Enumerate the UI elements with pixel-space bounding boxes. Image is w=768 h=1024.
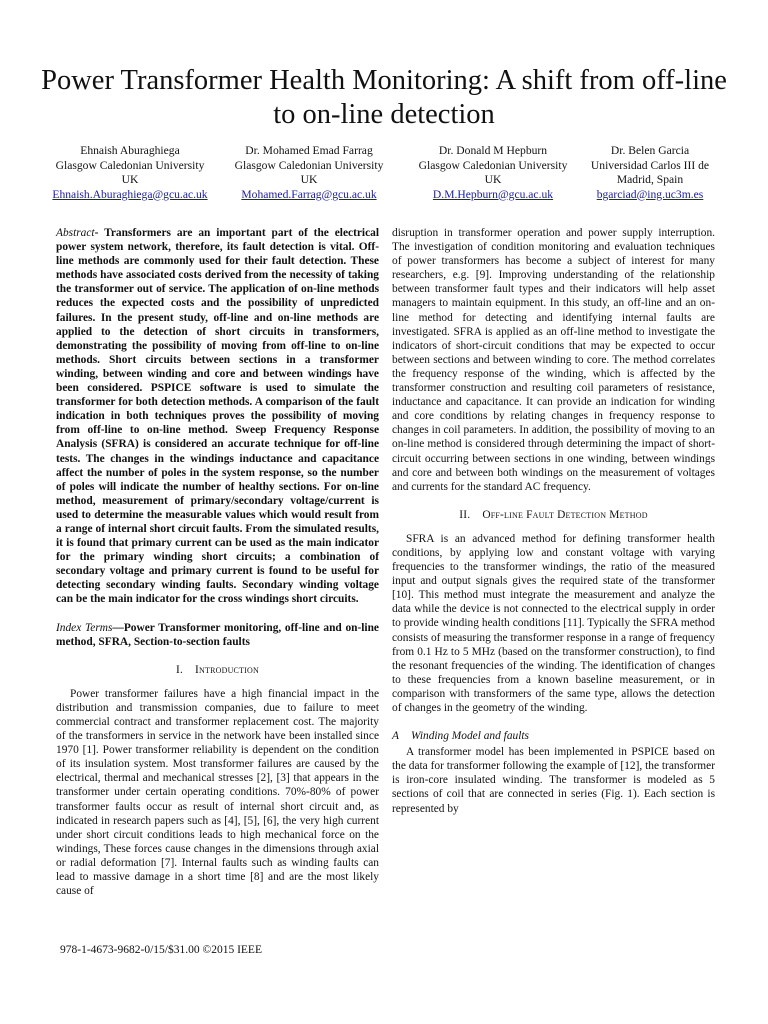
paragraph-sfra: SFRA is an advanced method for defining transformer health conditions, by applying low and constant voltage with varying frequencies to the transformer windings, the ratio of the measured input and output signals gives the required state of the transformer [10]. This method must integrate the measurement and analyze the data while the device is not connected to the electrical supply in order to provide winding health conditions [11]. Typically the SFRA method consists of measuring the transformer response in a range of frequency from 0.1 Hz to 5 MHz (based on the transformer construction), to find the resonant frequencies of the winding. The identification of changes to these frequencies from a known baseline measurement, or in comparison with transformers of the same type, allows the detection of changes in the geometry of the winding. bbox=[392, 532, 715, 714]
abstract-text: - Transformers are an important part of the electrical power system network, therefore, its fault detection is vital. Off-line methods are commonly used for their fault detection. These methods have associated costs derived from the necessity of taking the transformer out of service. The application of on-line methods reduces the expected costs and the possibility of unpredicted failures. In the present study, off-line and on-line methods are applied to the detection of short circuits in transformers, demonstrating the possibility of moving from off-line to on-line methods. Short circuits between sections in a transformer winding, between winding and core and between windings have been considered. PSPICE software is used to simulate the transformer for both detection methods. A comparison of the fault indication in both techniques proves the possibility of moving from off-line to on-line method. Sweep Frequency Response Analysis (SFRA) is considered an accurate technique for off-line tests. The changes in the windings inductance and capacitance affect the number of poles in the system response, so the number of poles will indicate the number of healthy sections. For on-line method, measurement of primary/secondary voltage/current is used to determine the measurable values which would result from a range of internal short circuit faults. From the simulated results, it is found that primary current can be used as the main indicator for the primary winding short circuits; a combination of secondary voltage and primary current is found to be useful for detecting secondary winding faults. Secondary winding voltage can be the main indicator for the cross windings short circuits. bbox=[56, 227, 379, 606]
author-email-link[interactable]: Ehnaish.Aburaghiega@gcu.ac.uk bbox=[52, 187, 208, 201]
paragraph-intro-continued: disruption in transformer operation and power supply interruption. The investigation of condition monitoring and evaluation techniques of power transformers has become a subject of interest for many researchers, e.g. [9]. Improving understanding of the relationship between transformer fault types and their indicators will help asset managers to maintain equipment. In this study, an off-line and an on-line method for detecting and identifying internal faults are investigated. SFRA is applied as an off-line method to investigate the indicators of short-circuit conditions that may be expected to occur between sections and between winding to core. The method correlates the frequency response of the winding, which is affected by the transformer construction and resulting coil parameters of resistance, inductance and capacitance. It can provide an indication for winding and core conditions by relating changes in frequency response to changes in coil parameters. In addition, the possibility of moving to an on-line method is considered through determining the impact of short-circuit occurring between sections in one winding, between windings and core and between both windings on the measurement of voltages and currents for the standard AC frequency. bbox=[392, 227, 715, 493]
paper-title: Power Transformer Health Monitoring: A shift from off-line to on-line detection bbox=[41, 65, 727, 130]
author-3 bbox=[408, 144, 578, 202]
index-terms bbox=[56, 621, 379, 649]
author-affiliation: Glasgow Caledonian University bbox=[234, 158, 384, 172]
author-email-link[interactable]: Mohamed.Farrag@gcu.ac.uk bbox=[241, 187, 377, 201]
section-heading-offline bbox=[392, 508, 715, 522]
subsection-title: Winding Model and faults bbox=[410, 730, 529, 743]
subsection-heading-winding-model bbox=[392, 729, 715, 743]
author-name: Dr. Mohamed Emad Farrag bbox=[245, 144, 373, 157]
author-country: UK bbox=[121, 173, 139, 186]
author-block bbox=[50, 144, 718, 206]
left-column bbox=[56, 226, 379, 898]
section-number: I. bbox=[175, 663, 184, 676]
paragraph-intro: Power transformer failures have a high financial impact in the distribution and transmission companies, due to failure to meet commercial contract and transformer replacement cost. The majority of the transformers in service in the network have been installed since 1970 [1]. Power transformer reliability is dependent on the condition of its insulation system. Most transformer failures are caused by the electrical, thermal and mechanical stresses [2], [3] that appears in the transformer under certain operating conditions. 70%-80% of power transformer faults occur as result of internal short circuit and, as indicated in research papers such as [4], [5], [6], the very high current under short circuit conditions leads to high mechanical force on the windings, These forces cause changes in the dimensions through axial or radial deformation [7]. Internal faults such as winding faults can lead to massive damage in a short time [8] and are the most likely cause of bbox=[56, 687, 379, 898]
section-heading-introduction bbox=[56, 663, 379, 677]
author-country: Madrid, Spain bbox=[616, 173, 684, 186]
subsection-number: A bbox=[392, 730, 399, 743]
right-column bbox=[392, 226, 715, 816]
abstract-label: Abstract bbox=[56, 227, 95, 239]
author-name: Dr. Donald M Hepburn bbox=[438, 144, 548, 157]
author-name: Ehnaish Aburaghiega bbox=[80, 144, 180, 157]
author-country: UK bbox=[300, 173, 318, 186]
author-2 bbox=[224, 144, 394, 202]
index-terms-label: Index Terms bbox=[56, 621, 113, 634]
author-email-link[interactable]: bgarciad@ing.uc3m.es bbox=[596, 187, 704, 201]
section-title: Introduction bbox=[195, 663, 259, 676]
author-4 bbox=[580, 144, 720, 202]
author-affiliation: Universidad Carlos III de bbox=[590, 158, 710, 172]
author-1 bbox=[50, 144, 210, 202]
author-email-link[interactable]: D.M.Hepburn@gcu.ac.uk bbox=[432, 187, 554, 201]
section-number: II. bbox=[459, 508, 471, 521]
author-name: Dr. Belen Garcia bbox=[610, 144, 690, 157]
author-affiliation: Glasgow Caledonian University bbox=[418, 158, 568, 172]
section-title: Off-line Fault Detection Method bbox=[482, 508, 648, 521]
copyright-footer: 978-1-4673-9682-0/15/$31.00 ©2015 IEEE bbox=[60, 944, 262, 956]
paragraph-winding-model: A transformer model has been implemented in PSPICE based on the data for transformer following the example of [12], the transformer is iron-core insulated winding. The transformer is modeled as 5 sections of coil that are connected in series (Fig. 1). Each section is represented by bbox=[392, 746, 715, 815]
abstract bbox=[56, 226, 379, 607]
author-country: UK bbox=[484, 173, 502, 186]
author-affiliation: Glasgow Caledonian University bbox=[55, 158, 205, 172]
index-terms-text: —Power Transformer monitoring, off-line and on-line method, SFRA, Section-to-section faults bbox=[56, 621, 379, 648]
